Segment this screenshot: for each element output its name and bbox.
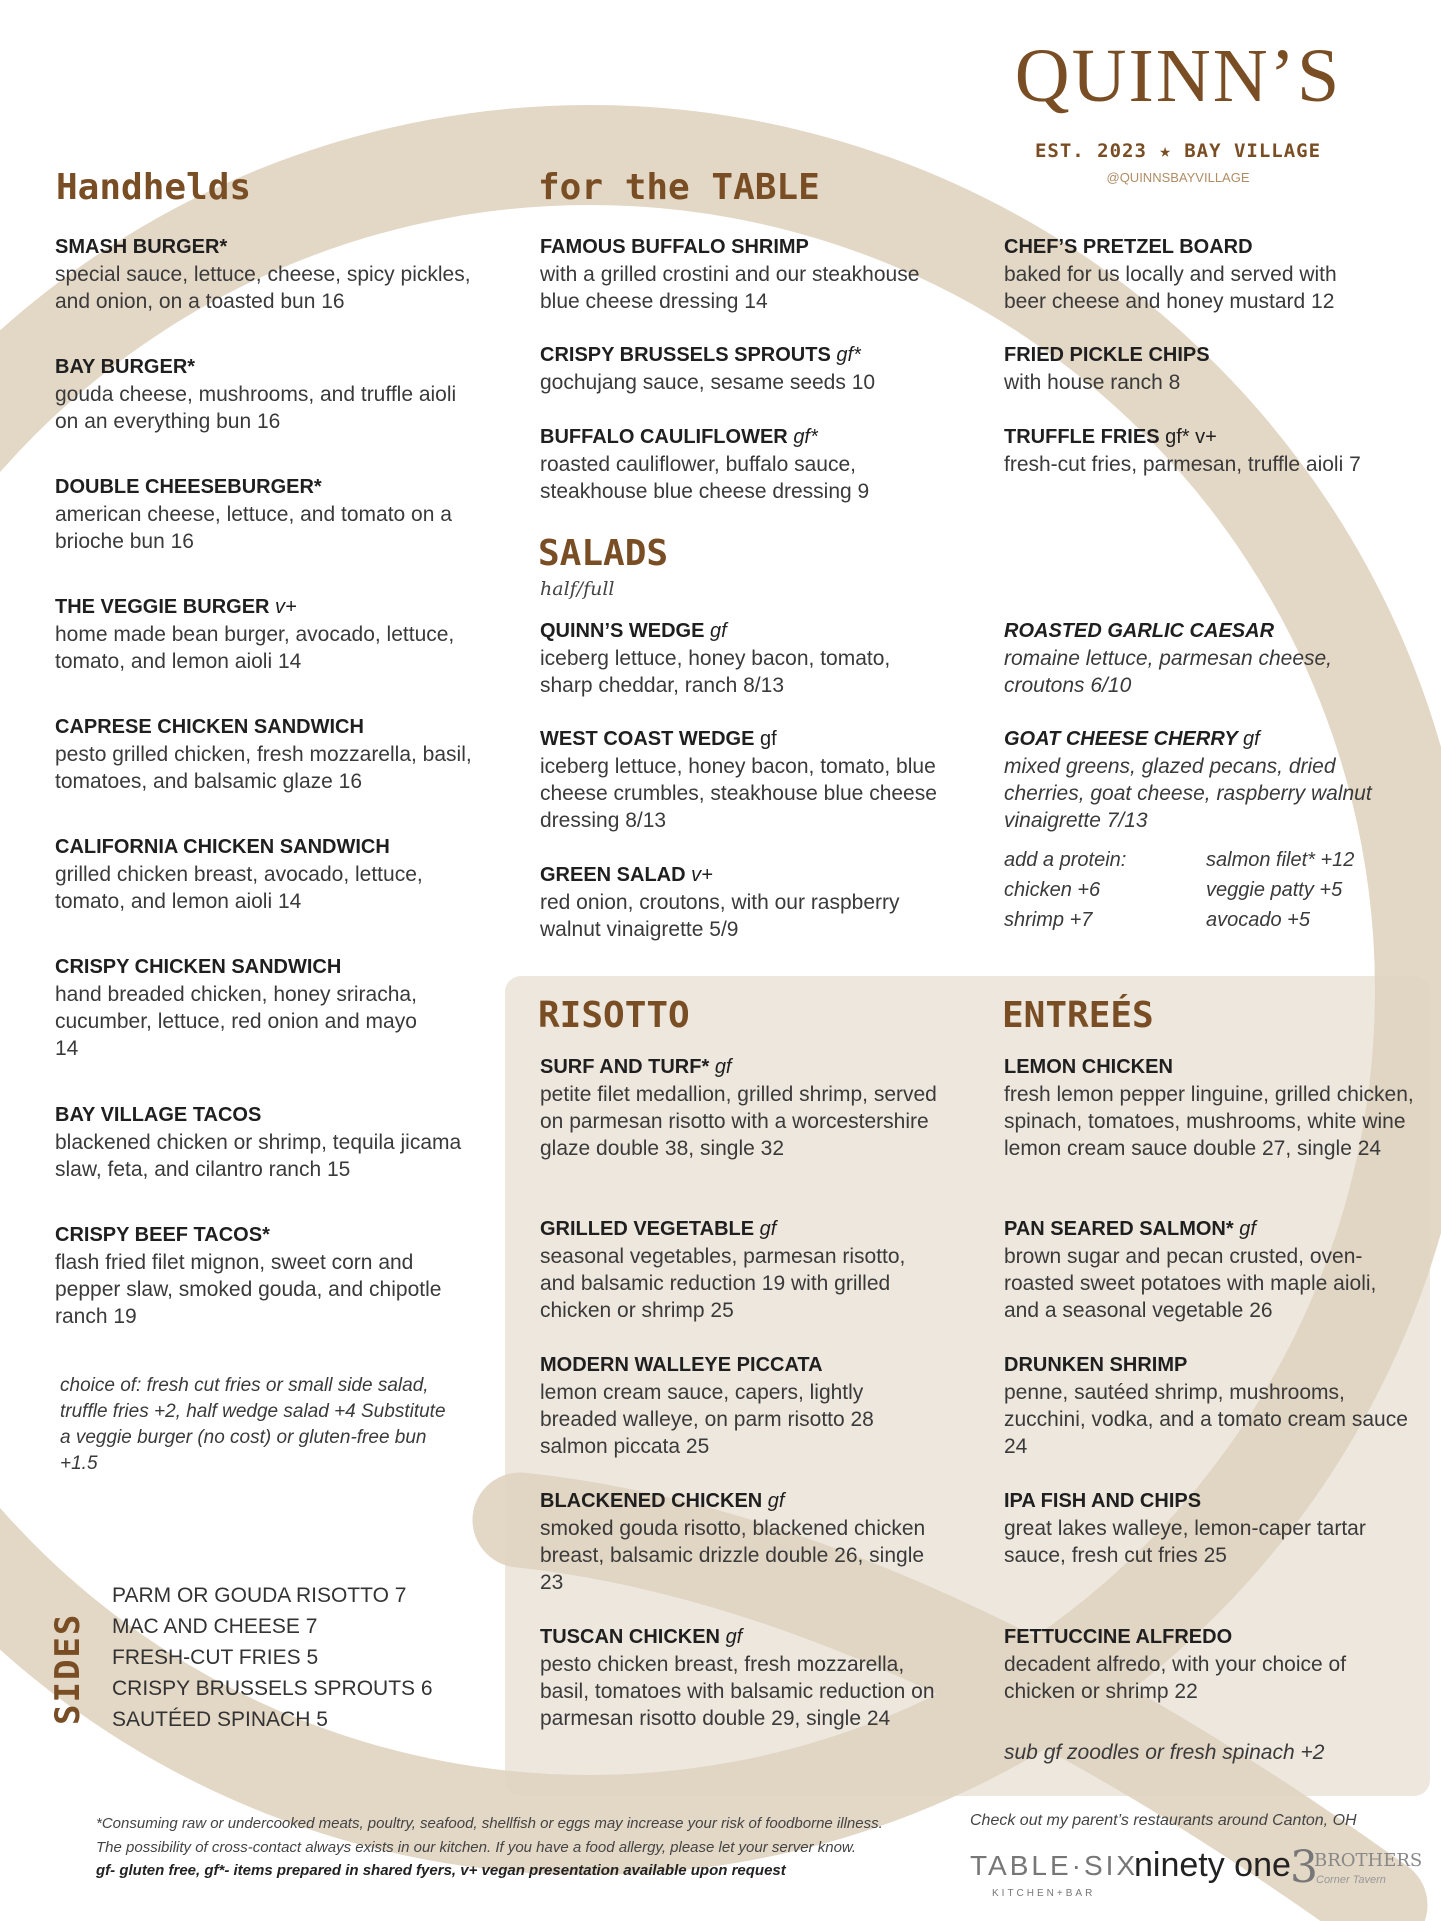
dietary-tag: gf* <box>793 426 818 448</box>
side-item: FRESH-CUT FRIES 5 <box>112 1646 319 1669</box>
menu-item <box>1004 1352 1414 1460</box>
footer-disclaimer <box>96 1812 883 1860</box>
menu-item <box>540 862 940 943</box>
disclaimer-line: *Consuming raw or undercooked meats, poultry, seafood, shellfish or eggs may increase your risk of foodborne illness. <box>96 1815 883 1832</box>
parent-restaurants-note: Check out my parent’s restaurants around Canton, OH <box>970 1812 1357 1829</box>
heading-risotto: RISOTTO <box>538 995 690 1036</box>
dietary-tag: gf <box>714 1056 732 1078</box>
dietary-tag: gf* v+ <box>1165 426 1217 448</box>
item-name: FAMOUS BUFFALO SHRIMP <box>540 236 809 258</box>
dietary-tag: v+ <box>275 596 297 618</box>
entrees-sub-note: sub gf zoodles or fresh spinach +2 <box>1004 1741 1325 1764</box>
logo-wordmark: QUINN’S <box>1014 34 1342 118</box>
item-description: pesto chicken breast, fresh mozzarella, basil, tomatoes with balsamic reduction on parmesan risotto double 29, single 24 <box>540 1653 935 1730</box>
item-description: lemon cream sauce, capers, lightly breaded walleye, on parm risotto 28 salmon piccata 25 <box>540 1381 874 1458</box>
dietary-tag: gf <box>1242 728 1260 750</box>
dietary-key: gf- gluten free, gf*- items prepared in shared fyers, v+ vegan presentation available upon request <box>96 1862 786 1879</box>
dietary-tag: gf <box>767 1490 785 1512</box>
dietary-tag: gf* <box>836 344 861 366</box>
item-name: BAY BURGER* <box>55 356 196 378</box>
menu-item <box>540 234 950 315</box>
item-description: romaine lettuce, parmesan cheese, croutons 6/10 <box>1004 647 1333 697</box>
side-item: PARM OR GOUDA RISOTTO 7 <box>112 1584 407 1607</box>
menu-item <box>55 714 475 795</box>
dietary-tag: gf <box>710 620 727 642</box>
item-name: PAN SEARED SALMON* <box>1004 1218 1234 1240</box>
item-name: QUINN’S WEDGE <box>540 620 705 642</box>
menu-item <box>55 1102 485 1183</box>
side-item: MAC AND CHEESE 7 <box>112 1615 318 1638</box>
item-description: roasted cauliflower, buffalo sauce, steakhouse blue cheese dressing 9 <box>540 453 870 503</box>
dietary-tag: v+ <box>691 864 713 886</box>
side-item: CRISPY BRUSSELS SPROUTS 6 <box>112 1677 433 1700</box>
item-name: BLACKENED CHICKEN <box>540 1490 763 1512</box>
item-name: IPA FISH AND CHIPS <box>1004 1490 1202 1512</box>
item-description: blackened chicken or shrimp, tequila jicama slaw, feta, and cilantro ranch 15 <box>55 1131 462 1181</box>
item-name: BUFFALO CAULIFLOWER <box>540 426 788 448</box>
item-description: fresh lemon pepper linguine, grilled chicken, spinach, tomatoes, mushrooms, white wine lemon cream sauce double 27, single 24 <box>1004 1083 1414 1160</box>
menu-item <box>1004 1624 1414 1705</box>
salads-sizes: half/full <box>540 578 615 600</box>
menu-item <box>540 726 940 834</box>
menu-item <box>1004 1488 1414 1569</box>
menu-item <box>1004 726 1414 834</box>
item-description: hand breaded chicken, honey sriracha, cucumber, lettuce, red onion and mayo 14 <box>55 983 417 1060</box>
handhelds-side-note: choice of: fresh cut fries or small side salad, truffle fries +2, half wedge salad +4 Substitute a veggie burger (no cost) or gluten-free bun +1.5 <box>60 1375 446 1474</box>
item-name: GRILLED VEGETABLE <box>540 1218 755 1240</box>
item-name: TRUFFLE FRIES <box>1004 426 1160 448</box>
item-description: petite filet medallion, grilled shrimp, served on parmesan risotto with a worcestershire glaze double 38, single 32 <box>540 1083 937 1160</box>
item-name: LEMON CHICKEN <box>1004 1056 1173 1078</box>
item-description: with a grilled crostini and our steakhouse blue cheese dressing 14 <box>540 263 920 313</box>
social-handle: @QUINNSBAYVILLAGE <box>1106 170 1250 185</box>
menu-item <box>55 234 475 315</box>
item-name: CHEF’S PRETZEL BOARD <box>1004 236 1253 258</box>
menu-item <box>55 354 475 435</box>
dietary-tag: gf <box>1239 1218 1256 1240</box>
item-name: FETTUCCINE ALFREDO <box>1004 1626 1233 1648</box>
item-description: fresh-cut fries, parmesan, truffle aioli 7 <box>1004 453 1361 476</box>
item-description: pesto grilled chicken, fresh mozzarella, basil, tomatoes, and balsamic glaze 16 <box>55 743 472 793</box>
menu-item <box>540 1054 940 1162</box>
menu-item <box>55 474 475 555</box>
item-name: CAPRESE CHICKEN SANDWICH <box>55 716 364 738</box>
item-description: great lakes walleye, lemon-caper tartar sauce, fresh cut fries 25 <box>1004 1517 1366 1567</box>
protein-option: veggie patty +5 <box>1206 878 1343 901</box>
item-name: GOAT CHEESE CHERRY <box>1004 728 1238 750</box>
menu-item <box>55 1222 475 1330</box>
menu-item <box>55 954 435 1062</box>
item-description: american cheese, lettuce, and tomato on a brioche bun 16 <box>55 503 452 553</box>
item-description: red onion, croutons, with our raspberry walnut vinaigrette 5/9 <box>540 891 900 941</box>
item-name: CRISPY CHICKEN SANDWICH <box>55 956 342 978</box>
protein-label: add a protein: <box>1004 848 1127 871</box>
heading-sides: SIDES <box>48 1612 88 1725</box>
menu-item <box>55 594 475 675</box>
item-name: DOUBLE CHEESEBURGER* <box>55 476 322 498</box>
menu-item <box>540 1352 940 1460</box>
item-name: SURF AND TURF* <box>540 1056 710 1078</box>
item-name: TUSCAN CHICKEN <box>540 1626 720 1648</box>
item-name: ROASTED GARLIC CAESAR <box>1004 620 1275 642</box>
item-name: GREEN SALAD <box>540 864 686 886</box>
item-description: gochujang sauce, sesame seeds 10 <box>540 371 876 394</box>
menu-item <box>540 424 950 505</box>
item-description: penne, sautéed shrimp, mushrooms, zucchini, vodka, and a tomato cream sauce 24 <box>1004 1381 1408 1458</box>
item-description: with house ranch 8 <box>1004 371 1181 394</box>
item-description: baked for us locally and served with beer cheese and honey mustard 12 <box>1004 263 1337 313</box>
three-brothers-logo-number: 3 <box>1290 1842 1318 1893</box>
ninety-one-logo: ninety one <box>1134 1846 1291 1884</box>
heading-entrees: ENTREÉS <box>1002 995 1154 1036</box>
three-brothers-logo-sub: Corner Tavern <box>1316 1874 1386 1886</box>
item-description: seasonal vegetables, parmesan risotto, and balsamic reduction 19 with grilled chicken or shrimp 25 <box>540 1245 906 1322</box>
sides-list <box>112 1580 433 1735</box>
item-description: gouda cheese, mushrooms, and truffle aioli on an everything bun 16 <box>55 383 457 433</box>
three-brothers-logo: BROTHERS <box>1314 1850 1423 1871</box>
item-name: CALIFORNIA CHICKEN SANDWICH <box>55 836 390 858</box>
menu-item <box>1004 1054 1414 1162</box>
table-six-logo: TABLE·SIX <box>970 1850 1139 1881</box>
item-description: mixed greens, glazed pecans, dried cherries, goat cheese, raspberry walnut vinaigrette 7/13 <box>1004 755 1372 832</box>
heading-for-the-table: for the TABLE <box>538 167 820 208</box>
menu-item <box>540 1624 940 1732</box>
item-description: home made bean burger, avocado, lettuce, tomato, and lemon aioli 14 <box>55 623 455 673</box>
item-description: special sauce, lettuce, cheese, spicy pickles, and onion, on a toasted bun 16 <box>55 263 471 313</box>
menu-item <box>540 618 940 699</box>
menu-item <box>55 834 475 915</box>
item-name: CRISPY BRUSSELS SPROUTS <box>540 344 831 366</box>
item-name: SMASH BURGER* <box>55 236 228 258</box>
dietary-tag: gf <box>759 1218 777 1240</box>
item-description: grilled chicken breast, avocado, lettuce, tomato, and lemon aioli 14 <box>55 863 423 913</box>
menu-item <box>1004 618 1404 699</box>
menu-item <box>540 342 950 396</box>
item-description: smoked gouda risotto, blackened chicken breast, balsamic drizzle double 26, single 23 <box>540 1517 926 1594</box>
heading-salads: SALADS <box>538 533 669 574</box>
menu-item <box>1004 1216 1414 1324</box>
dietary-tag: gf <box>760 728 777 750</box>
item-description: decadent alfredo, with your choice of chicken or shrimp 22 <box>1004 1653 1347 1703</box>
heading-handhelds: Handhelds <box>56 167 252 208</box>
item-description: iceberg lettuce, honey bacon, tomato, blue cheese crumbles, steakhouse blue cheese dressing 8/13 <box>540 755 937 832</box>
item-name: WEST COAST WEDGE <box>540 728 755 750</box>
table-six-logo-sub: KITCHEN+BAR <box>992 1888 1096 1899</box>
menu-item <box>1004 234 1384 315</box>
menu-item <box>1004 342 1384 396</box>
protein-option: chicken +6 <box>1004 878 1101 901</box>
dietary-tag: gf <box>725 1626 743 1648</box>
menu-item <box>540 1488 940 1596</box>
side-item: SAUTÉED SPINACH 5 <box>112 1708 328 1731</box>
item-description: brown sugar and pecan crusted, oven-roasted sweet potatoes with maple aioli, and a seasonal vegetable 26 <box>1004 1245 1377 1322</box>
menu-item <box>1004 424 1404 478</box>
logo-est-line: EST. 2023 ★ BAY VILLAGE <box>1034 140 1322 162</box>
item-name: FRIED PICKLE CHIPS <box>1004 344 1210 366</box>
item-name: BAY VILLAGE TACOS <box>55 1104 262 1126</box>
disclaimer-line: The possibility of cross-contact always exists in our kitchen. If you have a food allergy, please let your server know. <box>96 1839 857 1856</box>
item-description: iceberg lettuce, honey bacon, tomato, sharp cheddar, ranch 8/13 <box>540 647 891 697</box>
item-description: flash fried filet mignon, sweet corn and pepper slaw, smoked gouda, and chipotle ranch 19 <box>55 1251 442 1328</box>
protein-option: shrimp +7 <box>1004 908 1093 931</box>
item-name: CRISPY BEEF TACOS* <box>55 1224 270 1246</box>
item-name: DRUNKEN SHRIMP <box>1004 1354 1188 1376</box>
protein-option: salmon filet* +12 <box>1206 848 1355 871</box>
protein-option: avocado +5 <box>1206 908 1310 931</box>
item-name: THE VEGGIE BURGER <box>55 596 270 618</box>
item-name: MODERN WALLEYE PICCATA <box>540 1354 823 1376</box>
add-protein-table <box>1004 845 1354 935</box>
menu-item <box>540 1216 940 1324</box>
